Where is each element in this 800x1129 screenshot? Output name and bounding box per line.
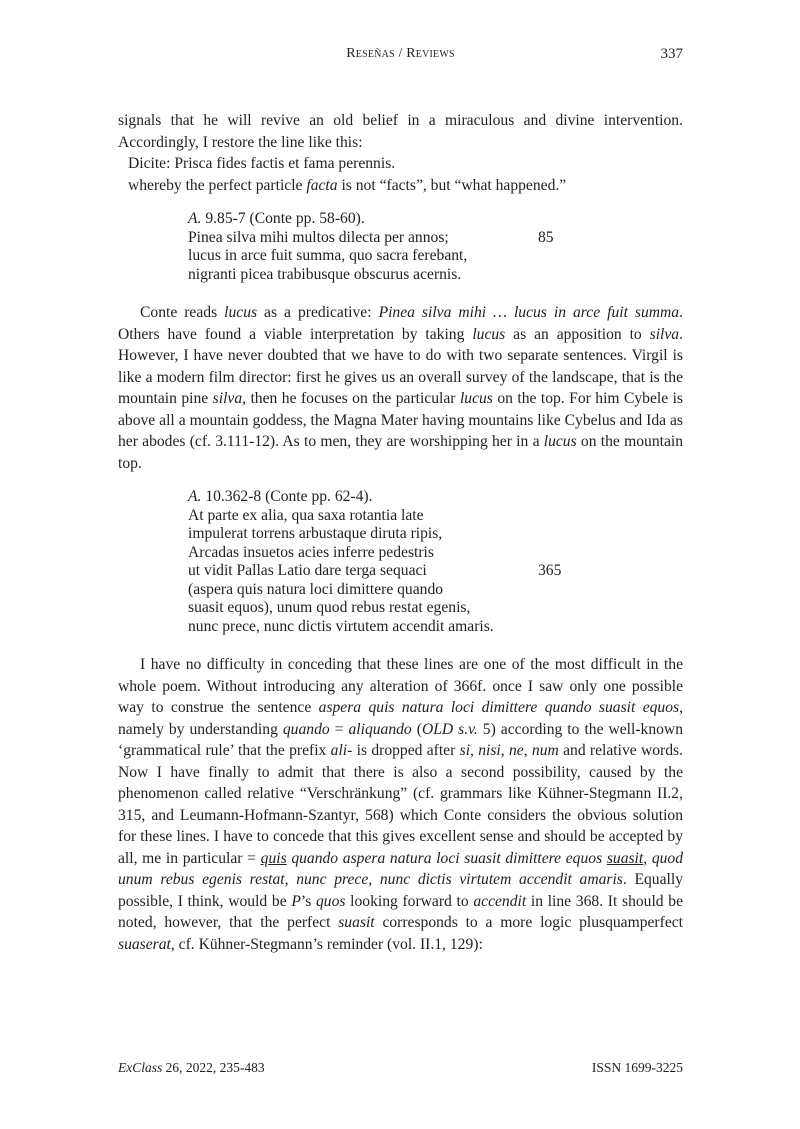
italic-text: suasit [338, 914, 375, 931]
journal-citation [118, 1060, 265, 1076]
text-segment: , then he focuses on the particular [242, 390, 460, 407]
verse-reference [188, 488, 608, 507]
page-footer [118, 1060, 683, 1080]
italic-text: lucus [543, 433, 577, 450]
verse-line [188, 507, 608, 526]
restored-line: Dicite: Prisca fides factis et fama perennis. [128, 155, 396, 172]
italic-text: P [291, 892, 301, 910]
italic-text: accendit [473, 892, 527, 910]
verse-line [188, 266, 608, 285]
text-segment: is not “facts”, but “what happened.” [337, 176, 567, 194]
verse-text: nunc prece, nunc dictis virtutem accendit amaris. [188, 617, 494, 635]
italic-text: facta [306, 176, 338, 194]
text-segment: as an apposition to [505, 325, 650, 343]
verse-line [188, 581, 608, 600]
verse-line [188, 544, 608, 563]
text-segment: as a predicative: [257, 304, 379, 321]
verse-text: impulerat torrens arbustaque diruta ripis, [188, 525, 443, 542]
text-segment: ( [411, 720, 422, 738]
line-number: 85 [538, 228, 554, 246]
whereby-line [118, 175, 683, 197]
italic-text: silva [649, 325, 680, 343]
italic-text: A. [188, 210, 202, 227]
verse-text: suasit equos), unum quod rebus restat egenis, [188, 599, 471, 616]
italic-text: quis [260, 849, 287, 867]
paragraph-difficult-lines [118, 654, 683, 955]
text-segment: on the top. For him Cybele is above all a mountain goddess, the Magna Mater having mountains like Cybelus and Ida as her abodes (cf. 3.111-12). As to men, they are worshipping her in a [118, 390, 684, 450]
text-segment: 9.85-7 (Conte pp. 58-60). [201, 210, 365, 227]
verse-text: ut vidit Pallas Latio dare terga sequaci [188, 562, 427, 579]
running-title: Reseñas / Reviews [346, 46, 455, 61]
text-segment: I have no difficulty in conceding that these lines are one of the most difficult in the whole poem. Without introducing any alteration of 366f. once I saw only one possible way to construe the sentence [118, 656, 683, 716]
verse-text: nigranti picea trabibusque obscurus acernis. [188, 265, 462, 283]
text-segment: Conte reads [140, 304, 225, 321]
verse-line [188, 525, 608, 544]
line-number: 365 [538, 562, 562, 579]
verse-text: Arcadas insuetos acies inferre pedestris [188, 543, 434, 561]
page-number: 337 [660, 46, 683, 62]
italic-text: si, nisi, ne, num [459, 742, 559, 759]
text-segment: , cf. Kühner-Stegmann’s reminder (vol. II.1, 129): [170, 935, 483, 953]
text-segment: looking forward to [345, 892, 474, 910]
text-segment: . However, I have never doubted that we have to do with two separate sentences. Virgil is like a modern film director: first he gives us an overall survey of the landscape, that is the mountain pine [118, 325, 684, 407]
verse-line [188, 247, 608, 266]
verse-line [188, 562, 608, 581]
verse-line [188, 229, 608, 248]
text-segment: , namely by understanding [118, 699, 683, 738]
journal-name: ExClass [118, 1060, 163, 1075]
text-segment: and relative words. Now I have finally to admit that there is also a second possibility, caused by the phenomenon called relative “Verschränkung” (cf. grammars like Kühner-Stegmann II.2, 315, and Leumann-Hofmann-Szantyr, 568) which Conte considers the obvious solution for these lines. I have to concede that this gives excellent sense and should be accepted by all, me in particular = [118, 742, 684, 867]
italic-text: OLD s.v. [421, 720, 478, 738]
text-segment: is dropped after [352, 742, 460, 759]
italic-text: silva [212, 390, 243, 407]
italic-text: lucus [224, 304, 258, 321]
verse-line [188, 618, 608, 637]
text-segment: . Equally possible, I think, would be [118, 871, 683, 910]
text-segment: in line 368. It should be noted, however, that the perfect [118, 892, 684, 931]
italic-text: quos [315, 892, 346, 910]
verse-lines [188, 229, 608, 285]
text-segment: = [329, 720, 349, 738]
text-segment: ’s [300, 892, 316, 910]
restored-line-block [118, 153, 683, 196]
verse-text: (aspera quis natura loci dimittere quando [188, 580, 444, 598]
italic-text: Pinea silva mihi … lucus in arce fuit summa [378, 304, 680, 321]
italic-text: A. [188, 488, 202, 505]
paragraph-intro [118, 110, 683, 153]
verse-text: At parte ex alia, qua saxa rotantia late [188, 506, 424, 524]
page-body [118, 110, 683, 955]
verse-text: Pinea silva mihi multos dilecta per annos; [188, 228, 449, 246]
text-segment: whereby the perfect particle [128, 176, 307, 194]
text-segment: . Others have found a viable interpretation by taking [118, 304, 683, 343]
verse-lines [188, 507, 608, 637]
italic-text: aliquando [348, 720, 412, 738]
italic-text: ali- [330, 742, 353, 759]
italic-text: suaserat [118, 935, 171, 953]
text-segment: signals that he will revive an old belief in a miraculous and divine intervention. Accordingly, I restore the line like this: [118, 112, 683, 151]
text-segment: on the mountain top. [118, 433, 683, 472]
italic-text: aspera quis natura loci dimittere quando suasit equos [318, 699, 680, 716]
italic-text: quando aspera natura loci suasit dimittere equos [286, 849, 607, 867]
running-header [118, 46, 683, 66]
issn: ISSN 1699-3225 [591, 1060, 683, 1075]
italic-text: suasit [606, 849, 644, 867]
verse-line [188, 599, 608, 618]
volume-info: 26, 2022, 235-483 [162, 1060, 265, 1075]
italic-text: lucus [459, 390, 493, 407]
italic-text: lucus [472, 325, 506, 343]
paragraph-conte-lucus [118, 302, 683, 474]
italic-text: quando [282, 720, 330, 738]
text-segment: 5) according to the well-known ‘grammatical rule’ that the prefix [118, 720, 683, 759]
text-segment: 10.362-8 (Conte pp. 62-4). [201, 488, 373, 505]
italic-text: , quod unum rebus egenis restat, nunc prece, nunc dictis virtutem accendit amaris [118, 849, 684, 888]
verse-reference [188, 210, 608, 229]
verse-quote-2 [188, 488, 608, 636]
verse-text: lucus in arce fuit summa, quo sacra ferebant, [188, 247, 468, 264]
verse-quote-1 [188, 210, 608, 284]
text-segment: corresponds to a more logic plusquamperfect [374, 914, 683, 931]
